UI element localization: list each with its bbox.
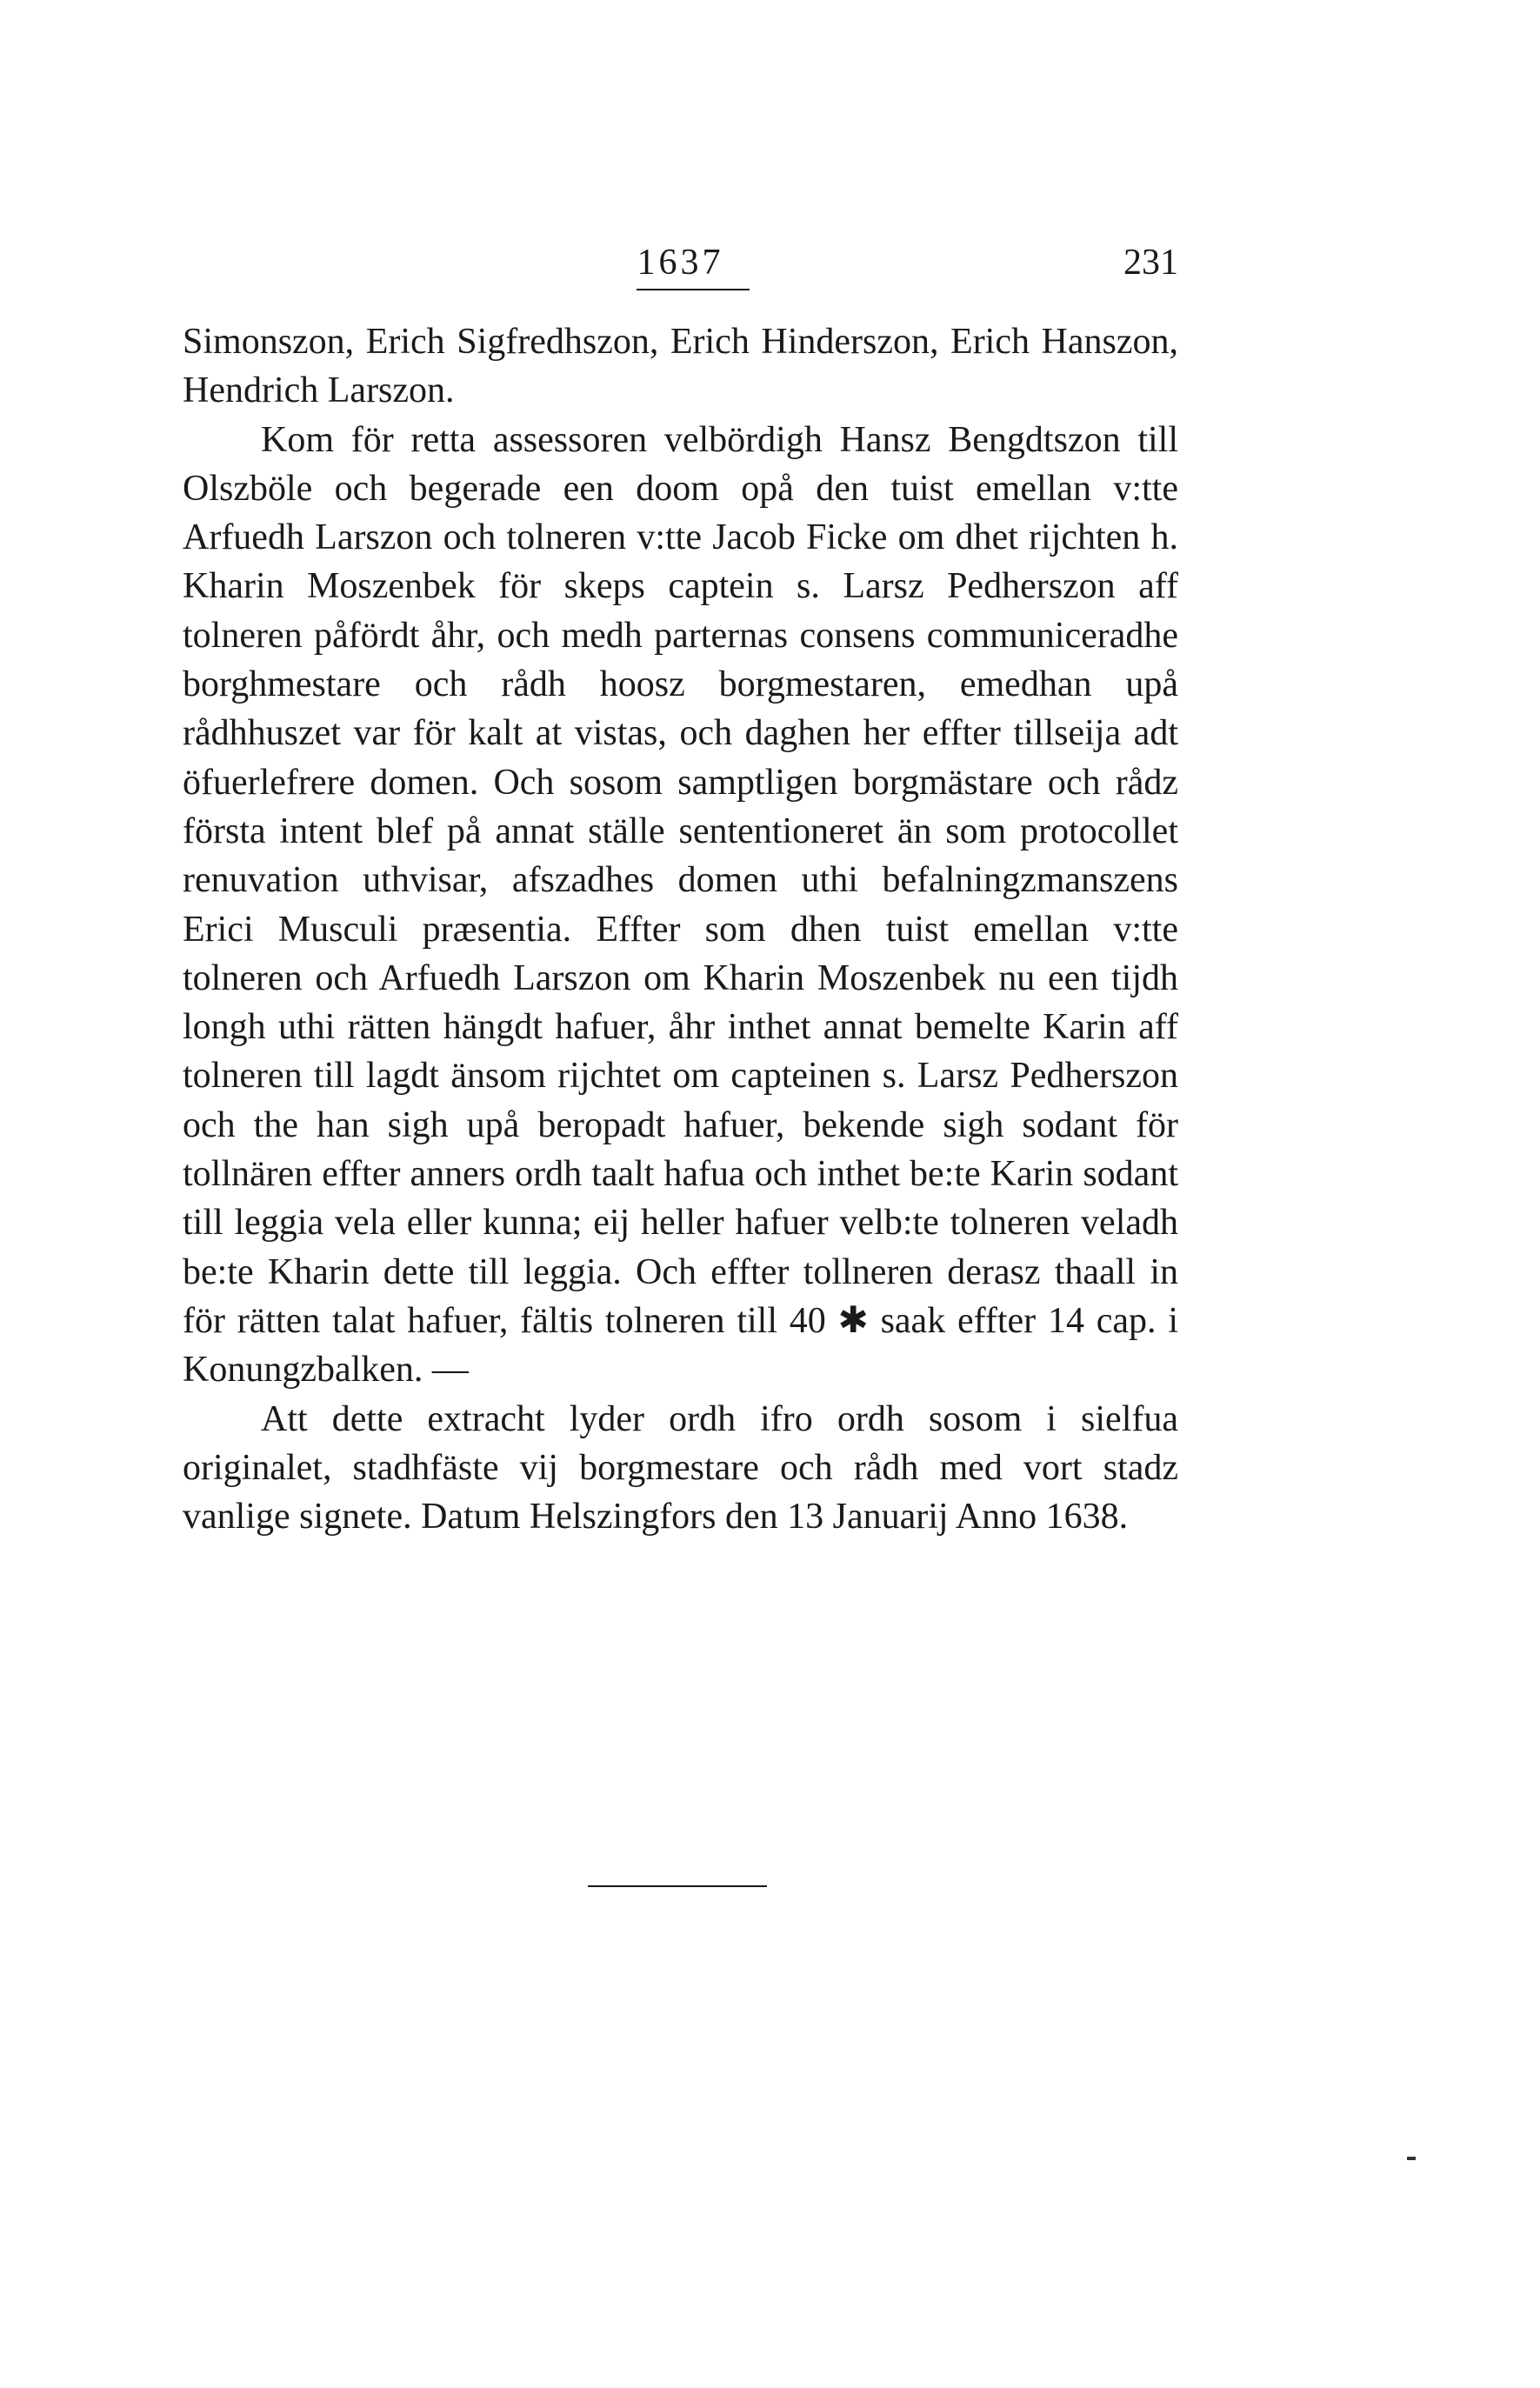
section-end-rule <box>588 1885 767 1887</box>
page-header <box>183 237 1178 289</box>
running-head-year: 1637 <box>637 243 724 283</box>
scan-speck <box>1407 2157 1416 2160</box>
body-text <box>183 317 1178 1541</box>
paragraph: Kom för retta assessoren velbördigh Hansz Bengdtszon till Olszböle och begerade een doom opå den tuist emellan v:tte Arfuedh Larszon och tolneren v:tte Jacob Ficke om dhet rijchten h. Kharin Moszenbek för skeps captein s. Larsz Pedherszon aff tolneren påfördt åhr, och medh parternas consens communiceradhe borghmestare och rådh hoosz borgmestaren, emedhan upå rådhhuszet var för kalt at vistas, och daghen her effter tillseija adt öfuerlefrere domen. Och sosom samptligen borgmästare och rådz första intent blef på annat ställe sententioneret än som protocollet renuvation uthvisar, afszadhes domen uthi befalningzmanszens Erici Musculi præsentia. Effter som dhen tuist emellan v:tte tolneren och Arfuedh Larszon om Kharin Moszenbek nu een tijdh longh uthi rätten hängdt hafuer, åhr inthet annat bemelte Karin aff tolneren till lagdt änsom rijchtet om capteinen s. Larsz Pedherszon och the han sigh upå beropadt hafuer, bekende sigh sodant för tollnären effter anners ordh taalt hafua och inthet be:te Karin sodant till leggia vela eller kunna; eij heller hafuer velb:te tolneren veladh be:te Kharin dette till leggia. Och effter tollneren derasz thaall in för rätten talat hafuer, fältis tolneren till 40 ✱ saak effter 14 cap. i Konungzbalken. — <box>183 419 1178 1391</box>
paragraph: Simonszon, Erich Sigfredhszon, Erich Hinderszon, Erich Hanszon, Hendrich Larszon. <box>183 322 1178 411</box>
year-underline <box>637 289 750 290</box>
page-number: 231 <box>1123 243 1178 283</box>
paragraph: Att dette extracht lyder ordh ifro ordh sosom i sielfua originalet, stadhfäste vij borgmestare och rådh med vort stadz vanlige signete. Datum Helszingfors den 13 Januarij Anno 1638. <box>183 1398 1178 1538</box>
